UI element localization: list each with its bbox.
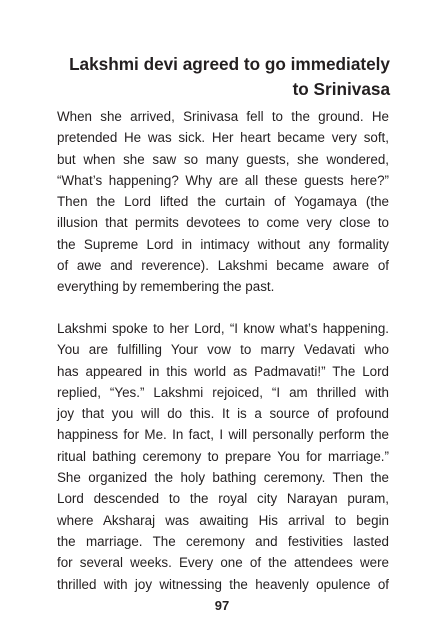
paragraph-line: Then the Lord lifted the curtain of Yogamaya (the [57,194,389,210]
paragraph-line: illusion that permits devotees to come very close to [57,215,389,231]
paragraph-line: of awe and reverence). Lakshmi became aware of [57,258,389,274]
paragraph-line: replied, “Yes.” Lakshmi rejoiced, “I am thrilled with [57,384,389,400]
paragraph-line: happiness for Me. In fact, I will personally perform the [57,427,389,443]
paragraph-line: Lakshmi spoke to her Lord, “I know what’s happening. [57,321,389,336]
paragraph-line: but when she saw so many guests, she wondered, [57,151,389,167]
page-number: 97 [214,598,230,613]
chapter-heading [56,52,390,102]
paragraph-line: joy that you will do this. It is a source of profound [57,406,389,422]
paragraph-line: When she arrived, Srinivasa fell to the ground. He [57,109,389,124]
paragraph-2 [57,318,389,595]
paragraph-1 [57,106,389,298]
paragraph-line: “What’s happening? Why are all these guests here?” [57,172,389,188]
paragraph-line: She organized the holy bathing ceremony. Then the [57,470,389,486]
paragraph-line: where Aksharaj was awaiting His arrival to begin [57,512,389,528]
paragraph-line: thrilled with joy witnessing the heavenly opulence of [57,576,389,592]
paragraph-line: pretended He was sick. Her heart became very soft, [57,130,389,146]
paragraph-line: the Supreme Lord in intimacy without any formality [57,236,389,252]
heading-line-1: Lakshmi devi agreed to go immediately [69,54,390,74]
paragraph-line: You are fulfilling Your vow to marry Vedavati who [57,342,389,358]
paragraph-line: ritual bathing ceremony to prepare You for marriage.” [57,448,389,464]
paragraph-line: for several weeks. Every one of the attendees were [57,555,389,571]
paragraph-line: everything by remembering the past. [57,279,275,295]
paragraph-line: Lord descended to the royal city Narayan puram, [57,491,389,507]
paragraph-line: has appeared in this world as Padmavati!” The Lord [57,363,389,379]
paragraph-line: the marriage. The ceremony and festivities lasted [57,533,389,549]
heading-line-2: to Srinivasa [292,79,390,99]
